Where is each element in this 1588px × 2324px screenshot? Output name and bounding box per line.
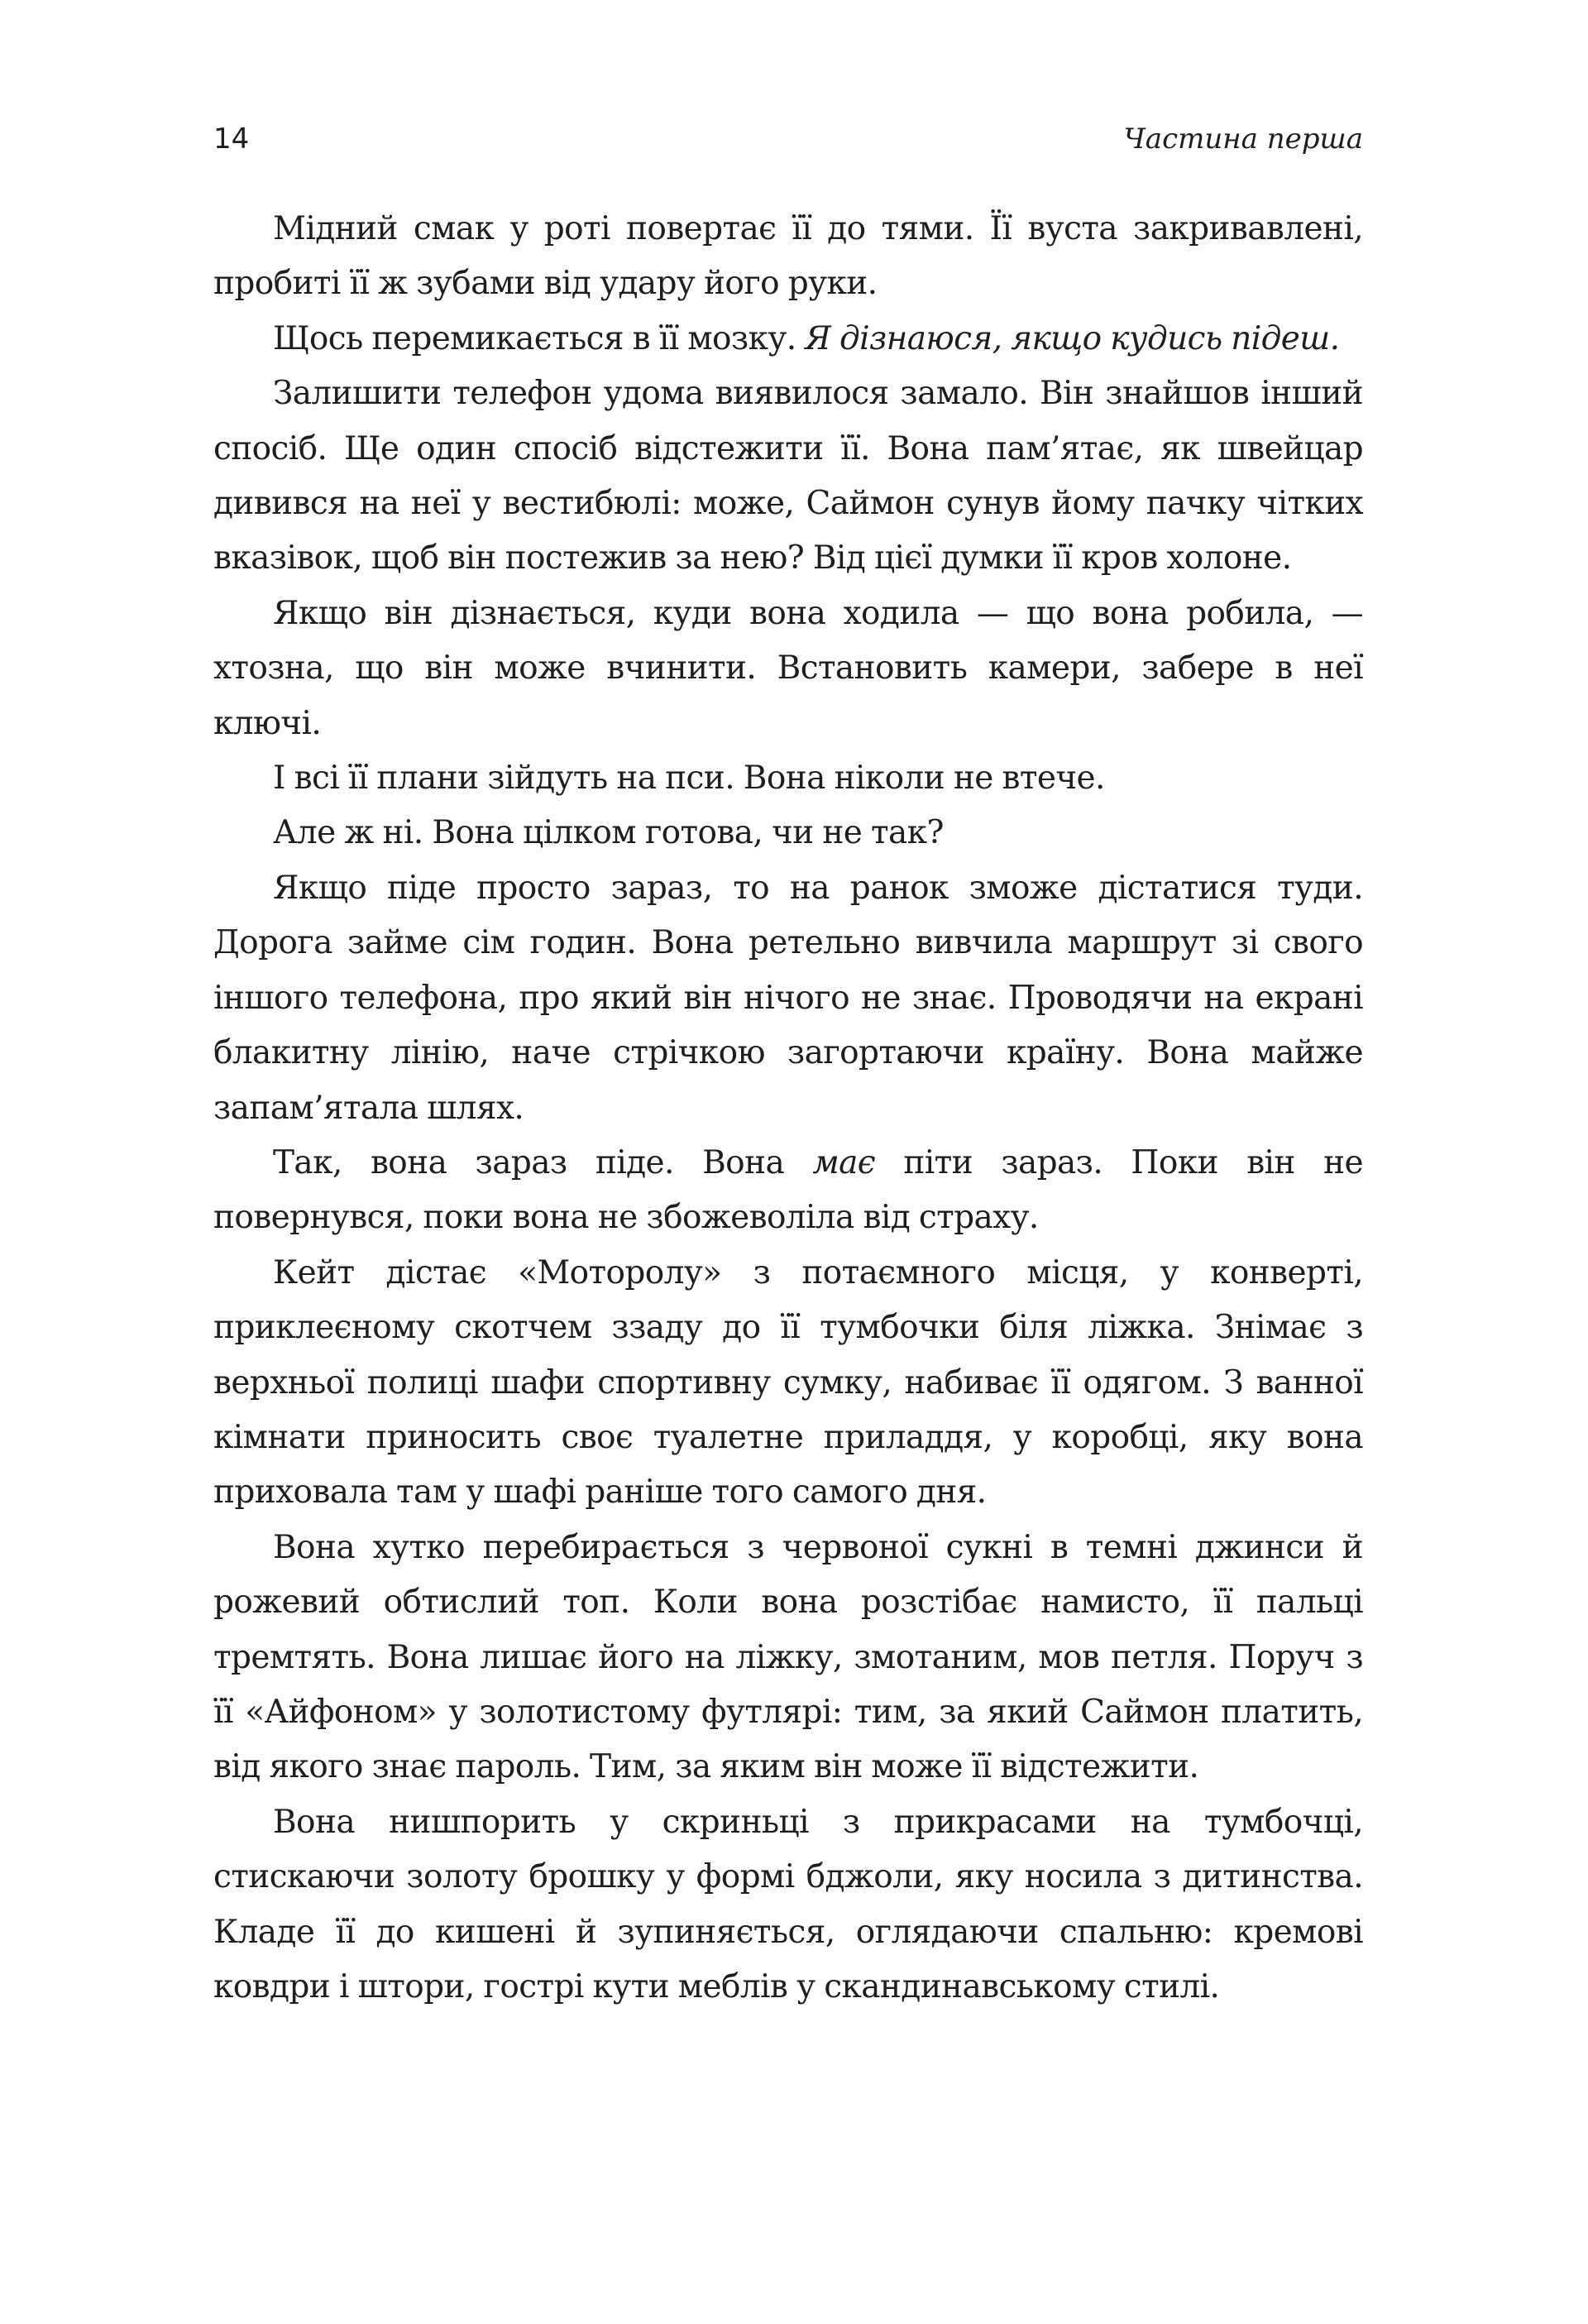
paragraph-8-text: Так, вона зараз піде. Вона [273, 1143, 813, 1181]
paragraph-11: Вона нишпорить у скриньці з прикрасами на тумбочці, стискаючи золоту брошку у формі бджоли, яку носила з дитинства. Кладе її до кишені й зупиняється, оглядаючи спальню: кремові ковдри і штори, гострі кути меблів у скандинавському стилі. [213, 1803, 1363, 2005]
paragraph-2-text: Щось перемикається в її мозку. [273, 319, 806, 357]
paragraph-6: Але ж ні. Вона цілком готова, чи не так? [273, 814, 944, 852]
body-text [213, 202, 1363, 2015]
paragraph-8-italic: має [812, 1143, 876, 1181]
page-number: 14 [213, 122, 250, 156]
paragraph-7: Якщо піде просто зараз, то на ранок зможе дістатися туди. Дорога займе сім годин. Вона ретельно вивчила маршрут зі свого іншого телефона, про який він нічого не знає. Проводячи на екрані блакитну лінію, наче стрічкою загортаючи країну. Вона майже запам’ятала шлях. [213, 869, 1363, 1127]
paragraph-8 [213, 1136, 1363, 1246]
paragraph-10: Вона хутко перебирається з червоної сукні в темні джинси й рожевий обтислий топ. Коли вона розстібає намисто, її пальці тремтять. Вона лишає його на ліжку, змотаним, мов петля. Поруч з її «Айфоном» у золотистому футлярі: тим, за який Саймон платить, від якого знає пароль. Тим, за яким він може її відстежити. [213, 1528, 1363, 1786]
paragraph-4: Якщо він дізнається, куди вона ходила — що вона робила, — хтозна, що він може вчинити. Встановить камери, забере в неї ключі. [213, 594, 1363, 742]
running-head: Частина перша [1123, 122, 1363, 156]
paragraph-9: Кейт дістає «Моторолу» з потаємного місця, у конверті, приклеєному скотчем ззаду до її тумбочки біля ліжка. Знімає з верхньої полиці шафи спортивну сумку, набиває її одягом. З ванної кімнати приносить своє туалетне приладдя, у коробці, яку вона приховала там у шафі раніше того самого дня. [213, 1253, 1363, 1512]
paragraph-2-italic: Я дізнаюся, якщо кудись підеш. [805, 319, 1340, 357]
paragraph-8-tail: піти зараз. Поки він не повернувся, поки вона не збожеволіла від страху. [213, 1143, 1364, 1237]
paragraph-2 [213, 312, 1363, 367]
page-header [213, 122, 1363, 172]
paragraph-5: І всі її плани зійдуть на пси. Вона ніколи не втече. [273, 759, 1105, 798]
paragraph-1: Мідний смак у роті повертає її до тями. Її вуста закривавлені, пробиті її ж зубами від удару його руки. [213, 210, 1363, 303]
paragraph-3: Залишити телефон удома виявилося замало. Він знайшов інший спосіб. Ще один спосіб відстежити її. Вона пам’ятає, як швейцар дивився на неї у вестибюлі: може, Саймон сунув йому пачку чітких вказівок, щоб він постежив за нею? Від цієї думки її кров холоне. [213, 375, 1363, 577]
